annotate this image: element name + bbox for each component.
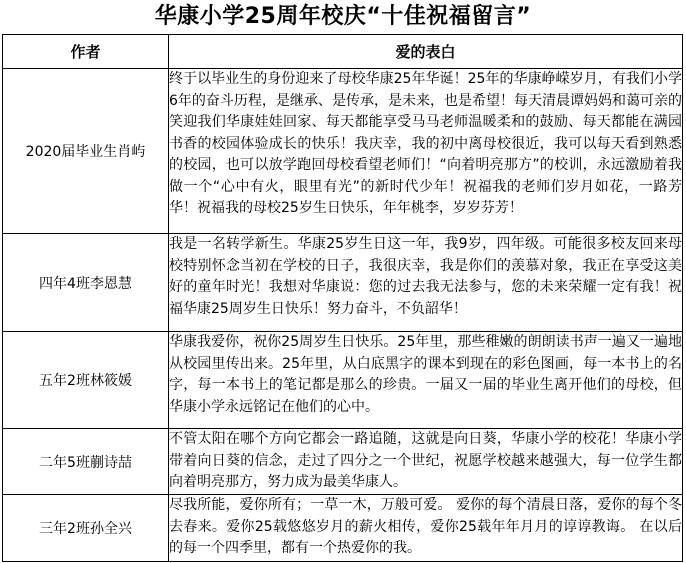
- message-cell[interactable]: [169, 69, 683, 234]
- message-cell[interactable]: [169, 332, 683, 429]
- message-cell[interactable]: [169, 234, 683, 332]
- sheet-title: 华康小学25周年校庆“十佳祝福留言”: [154, 4, 532, 29]
- author-cell[interactable]: 五年2班林筱媛: [3, 332, 169, 429]
- author-cell[interactable]: 四年4班李恩慧: [3, 234, 169, 332]
- header-row: [3, 35, 683, 69]
- message-text: 终于以毕业生的身份迎来了母校华康25年华诞！25年的华康峥嵘岁月，有我们小学6年的奋斗历程，是继承、是传承，是未来，也是希望！每天清晨谭妈妈和蔼可亲的笑迎我们华康娃娃回家、每天都能享受马马老师温暖柔和的鼓励、每天都能在满园书香的校园体验成长的快乐！我庆幸，我的初中离母校很近，我可以每天看到熟悉的校园，也可以放学跑回母校看望老师们！“向着明亮那方”的校训，永远激励着我做一个“心中有火，眼里有光”的新时代少年！祝福我的老师们岁月如花，一路芳华！祝福我的母校25岁生日快乐，年年桃李，岁岁芬芳！: [169, 71, 682, 216]
- table-row: [3, 234, 683, 332]
- message-cell[interactable]: [169, 495, 683, 562]
- author-column-header: 作者: [3, 35, 169, 69]
- message-cell[interactable]: [169, 429, 683, 495]
- message-text: 我是一名转学新生。华康25岁生日这一年，我9岁，四年级。可能很多校友回来母校特别怀念当初在学校的日子，我很庆幸，我是你们的羡慕对象，我正在享受这美好的童年时光！我想对华康说：您的过去我无法参与，您的未来荣耀一定有我！祝福华康25周岁生日快乐！努力奋斗，不负韶华！: [169, 236, 682, 317]
- author-cell[interactable]: 2020届毕业生肖屿: [3, 69, 169, 234]
- message-text: 不管太阳在哪个方向它都会一路追随，这就是向日葵，华康小学的校花！华康小学带着向日葵的信念，走过了四分之一个世纪，祝愿学校越来越强大，每一位学生都向着明亮那方，努力成为最美华康人。: [169, 431, 682, 490]
- message-text: 华康我爱你，祝你25周岁生日快乐。25年里，那些稚嫩的朗朗读书声一遍又一遍地从校园里传出来。25年里，从白底黑字的课本到现在的彩色图画，每一本书上的名字，每一本书上的笔记都是那么的珍贵。一届又一届的毕业生离开他们的母校，但华康小学永远铭记在他们的心中。: [169, 334, 682, 415]
- table-row: [3, 495, 683, 562]
- author-cell[interactable]: 三年2班孙全兴: [3, 495, 169, 562]
- message-table: [2, 34, 683, 562]
- table-row: [3, 69, 683, 234]
- table-row: [3, 429, 683, 495]
- message-column-header: 爱的表白: [169, 35, 683, 69]
- message-text: 尽我所能，爱你所有；一草一木，万般可爱。 爱你的每个清晨日落，爱你的每个冬去春来。爱你25载悠悠岁月的薪火相传，爱你25载年年月月的谆谆教诲。 在以后的每一个四季里，都有一个热爱你的我。: [169, 497, 682, 556]
- table-row: [3, 332, 683, 429]
- author-cell[interactable]: 二年5班蒯诗喆: [3, 429, 169, 495]
